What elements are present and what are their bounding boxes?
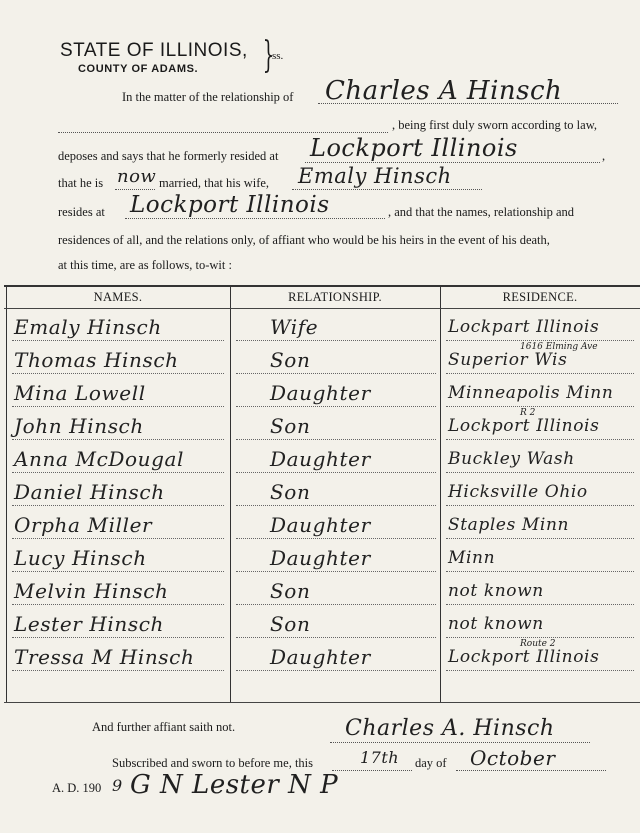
names-text: , and that the names, relationship and (388, 205, 575, 219)
heir-residence: Staples Minn (448, 515, 570, 535)
row-guide-line (446, 406, 634, 407)
time-text: at this time, are as follows, to-wit : (58, 258, 232, 272)
heir-residence: Lockpart Illinois (448, 317, 600, 337)
heir-relationship: Son (270, 579, 311, 603)
heir-name: Lucy Hinsch (14, 546, 147, 570)
heir-name: Melvin Hinsch (14, 579, 169, 603)
row-guide-line (236, 439, 436, 440)
row-guide-line (446, 340, 634, 341)
row-guide-line (12, 571, 224, 572)
row-guide-line (236, 538, 436, 539)
heir-residence: Minn (448, 548, 496, 568)
residence-note: 1616 Elming Ave (520, 342, 598, 352)
heir-relationship: Daughter (270, 381, 371, 405)
row-guide-line (236, 670, 436, 671)
ss-label: ss. (272, 50, 284, 62)
heir-residence: Lockport Illinois (448, 647, 600, 667)
day-of-text: day of (415, 756, 447, 770)
matter-prefix: In the matter of the relationship of (122, 90, 294, 104)
row-guide-line (446, 637, 634, 638)
row-guide-line (236, 604, 436, 605)
row-guide-line (446, 538, 634, 539)
row-guide-line (236, 373, 436, 374)
header-residence: RESIDENCE. (502, 290, 578, 304)
brace-glyph: } (262, 35, 275, 76)
row-guide-line (236, 571, 436, 572)
row-guide-line (236, 340, 436, 341)
marital-line (115, 189, 155, 190)
header-relationship: RELATIONSHIP. (288, 290, 382, 304)
row-guide-line (12, 439, 224, 440)
heir-name: Thomas Hinsch (14, 348, 179, 372)
row-guide-line (12, 505, 224, 506)
heir-name: Tressa M Hinsch (14, 645, 195, 669)
day-line (332, 770, 412, 771)
wife-line (292, 189, 482, 190)
sworn-text: , being first duly sworn according to law, (392, 118, 598, 132)
ad-text: A. D. 190 (52, 781, 102, 795)
former-residence: Lockport Illinois (310, 134, 518, 162)
heir-relationship: Wife (270, 315, 319, 339)
heir-residence: Minneapolis Minn (448, 383, 614, 403)
residences-text: residences of all, and the relations only, of affiant who would be his heirs in the event of his death, (58, 233, 550, 247)
residence-note: Route 2 (520, 639, 556, 649)
row-guide-line (12, 538, 224, 539)
row-guide-line (12, 637, 224, 638)
header-names: NAMES. (93, 290, 143, 304)
heir-relationship: Son (270, 480, 311, 504)
heir-name: Daniel Hinsch (14, 480, 165, 504)
further-text: And further affiant saith not. (92, 720, 236, 734)
row-guide-line (446, 472, 634, 473)
year-digit: 9 (112, 776, 123, 795)
table-left-border (6, 287, 7, 703)
notary-signature: G N Lester N P (130, 770, 339, 800)
signature-line (330, 742, 590, 743)
heir-residence: not known (448, 581, 544, 601)
heir-name: Emaly Hinsch (14, 315, 162, 339)
current-residence-line (125, 218, 385, 219)
heir-relationship: Daughter (270, 645, 371, 669)
row-guide-line (446, 670, 634, 671)
heir-residence: Superior Wis (448, 350, 568, 370)
row-guide-line (12, 604, 224, 605)
heir-name: John Hinsch (14, 414, 144, 438)
that-he-is-text: that he is (58, 176, 104, 190)
heir-name: Mina Lowell (14, 381, 146, 405)
former-residence-line (305, 162, 600, 163)
table-bottom-rule (4, 702, 640, 703)
row-guide-line (12, 373, 224, 374)
wife-name: Emaly Hinsch (298, 164, 452, 188)
month-line (456, 770, 606, 771)
affiant-name: Charles A Hinsch (325, 76, 563, 106)
heir-name: Anna McDougal (14, 447, 185, 471)
affiant-signature: Charles A. Hinsch (345, 716, 555, 741)
row-guide-line (446, 439, 634, 440)
month-value: October (470, 746, 556, 770)
heir-residence: not known (448, 614, 544, 634)
heir-name: Orpha Miller (14, 513, 153, 537)
row-guide-line (236, 505, 436, 506)
row-guide-line (446, 604, 634, 605)
row-guide-line (12, 670, 224, 671)
heir-relationship: Son (270, 612, 311, 636)
deposes-text: deposes and says that he formerly resided at (58, 149, 279, 163)
residence-note: R 2 (520, 408, 536, 418)
row-guide-line (236, 637, 436, 638)
heir-relationship: Son (270, 414, 311, 438)
row-guide-line (12, 406, 224, 407)
heir-relationship: Daughter (270, 447, 371, 471)
heir-relationship: Daughter (270, 513, 371, 537)
current-residence: Lockport Illinois (130, 192, 330, 218)
heir-residence: Lockport Illinois (448, 416, 600, 436)
comma: , (602, 149, 606, 163)
marital-word: now (117, 166, 157, 187)
heir-relationship: Daughter (270, 546, 371, 570)
row-guide-line (12, 340, 224, 341)
row-guide-line (446, 571, 634, 572)
heir-name: Lester Hinsch (14, 612, 165, 636)
row-guide-line (446, 505, 634, 506)
subscribed-text: Subscribed and sworn to before me, this (112, 756, 314, 770)
heir-residence: Buckley Wash (448, 449, 575, 469)
row-guide-line (12, 472, 224, 473)
day-value: 17th (360, 748, 400, 767)
state-heading: STATE OF ILLINOIS, (60, 40, 248, 61)
table-header-rule (4, 308, 640, 309)
row-guide-line (446, 373, 634, 374)
table-divider-1 (230, 287, 231, 703)
row-guide-line (236, 406, 436, 407)
married-text: married, that his wife, (159, 176, 270, 190)
blank-line (58, 132, 388, 133)
row-guide-line (236, 472, 436, 473)
heir-residence: Hicksville Ohio (448, 482, 588, 502)
county-heading: COUNTY OF ADAMS. (78, 63, 199, 75)
resides-at-text: resides at (58, 205, 105, 219)
table-divider-2 (440, 287, 441, 703)
heir-relationship: Son (270, 348, 311, 372)
